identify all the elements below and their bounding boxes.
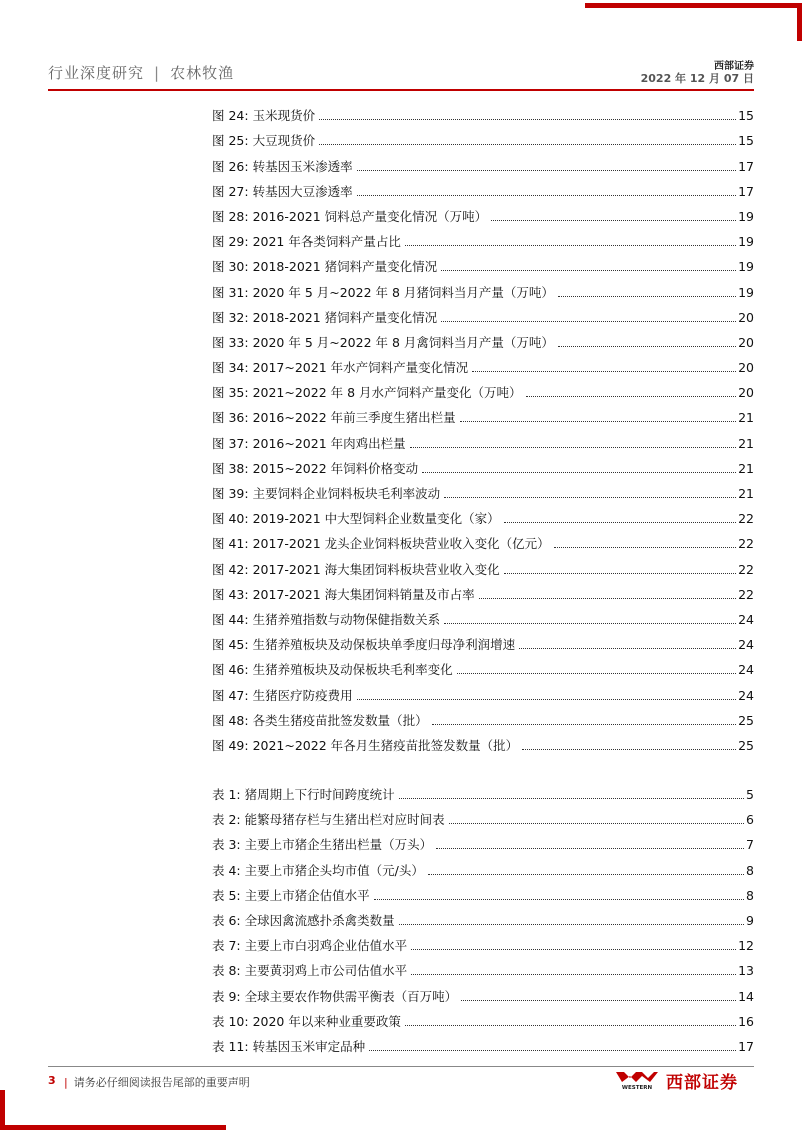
footer-disclaimer — [64, 1074, 250, 1090]
figure-entry[interactable] — [212, 653, 754, 678]
toc-entry-page: 22 — [738, 586, 754, 602]
toc-entry-page: 17 — [738, 158, 754, 174]
toc-entry-page: 19 — [738, 234, 754, 250]
figure-entry[interactable] — [212, 99, 754, 124]
dot-leader — [432, 724, 737, 725]
toc-entry-page: 21 — [738, 435, 754, 451]
dot-leader — [472, 371, 736, 372]
toc-entry-label: 表 4: 主要上市猪企头均市值（元/头） — [212, 862, 424, 878]
table-entry[interactable] — [212, 879, 754, 904]
dot-leader — [411, 974, 736, 975]
toc-entry-page: 12 — [738, 938, 754, 954]
table-entry[interactable] — [212, 828, 754, 853]
toc-entry-page: 19 — [738, 208, 754, 224]
dot-leader — [460, 421, 736, 422]
toc-entry-label: 图 33: 2020 年 5 月~2022 年 8 月禽饲料当月产量（万吨） — [212, 334, 554, 350]
dot-leader — [449, 823, 744, 824]
toc-entry-label: 表 7: 主要上市白羽鸡企业估值水平 — [212, 938, 408, 954]
toc-entry-label: 图 35: 2021~2022 年 8 月水产饲料产量变化（万吨） — [212, 385, 522, 401]
dot-leader — [369, 1050, 736, 1051]
table-entry[interactable] — [212, 929, 754, 954]
bottom-accent-corner — [0, 1090, 5, 1130]
toc-entry-label: 图 37: 2016~2021 年肉鸡出栏量 — [212, 435, 406, 451]
toc-entry-page: 25 — [738, 712, 754, 728]
dot-leader — [399, 798, 744, 799]
figure-entry[interactable] — [212, 200, 754, 225]
footer-divider — [48, 1066, 754, 1067]
figure-entry[interactable] — [212, 527, 754, 552]
toc-entry-page: 21 — [738, 460, 754, 476]
dot-leader — [504, 522, 736, 523]
toc-entry-label: 表 2: 能繁母猪存栏与生猪出栏对应时间表 — [212, 812, 445, 828]
toc-entry-label: 图 36: 2016~2022 年前三季度生猪出栏量 — [212, 410, 456, 426]
toc-entry-page: 20 — [738, 385, 754, 401]
dot-leader — [357, 195, 737, 196]
dot-leader — [519, 648, 736, 649]
toc-entry-page: 22 — [738, 561, 754, 577]
figure-entry[interactable] — [212, 301, 754, 326]
toc-entry-label: 图 26: 转基因玉米渗透率 — [212, 158, 353, 174]
header-brand: 西部证券 — [714, 61, 754, 72]
figure-entry[interactable] — [212, 275, 754, 300]
toc-entry-label: 图 39: 主要饲料企业饲料板块毛利率波动 — [212, 486, 441, 501]
dot-leader — [422, 472, 736, 473]
figure-entry[interactable] — [212, 452, 754, 477]
footer-separator: | — [64, 1076, 68, 1089]
dot-leader — [461, 1000, 736, 1001]
toc-entry-page: 24 — [738, 687, 754, 703]
dot-leader — [444, 497, 736, 498]
toc-entry-page: 14 — [738, 988, 754, 1004]
header-divider — [48, 89, 754, 91]
toc-entry-label: 表 1: 猪周期上下行时间跨度统计 — [212, 787, 395, 803]
figure-entry[interactable] — [212, 552, 754, 577]
toc-entry-page: 20 — [738, 360, 754, 376]
figure-entry[interactable] — [212, 578, 754, 603]
figure-entry[interactable] — [212, 704, 754, 729]
dot-leader — [319, 144, 736, 145]
top-accent-bar — [585, 3, 802, 8]
dot-leader — [374, 899, 744, 900]
toc-entry-page: 25 — [738, 737, 754, 753]
dot-leader — [479, 598, 736, 599]
toc-entry-label: 表 3: 主要上市猪企生猪出栏量（万头） — [212, 837, 433, 853]
figure-entry[interactable] — [212, 502, 754, 527]
logo-mark-text: WESTERN — [621, 1085, 653, 1091]
figure-entry[interactable] — [212, 175, 754, 200]
table-entry[interactable] — [212, 954, 754, 979]
toc-entry-page: 6 — [746, 812, 754, 828]
toc-entry-label: 图 44: 生猪养殖指数与动物保健指数关系 — [212, 611, 441, 627]
toc-entry-label: 图 29: 2021 年各类饲料产量占比 — [212, 234, 401, 250]
company-logo — [612, 1068, 754, 1092]
toc-entry-label: 表 11: 转基因玉米审定品种 — [212, 1038, 366, 1054]
dot-leader — [522, 749, 736, 750]
dot-leader — [444, 623, 736, 624]
toc-entry-label: 图 47: 生猪医疗防疫费用 — [212, 687, 353, 703]
toc-entry-label: 表 5: 主要上市猪企估值水平 — [212, 887, 370, 903]
table-of-contents — [212, 99, 754, 1055]
toc-entry-label: 图 30: 2018-2021 猪饲料产量变化情况 — [212, 259, 438, 275]
table-entry[interactable] — [212, 778, 754, 803]
toc-entry-label: 图 24: 玉米现货价 — [212, 108, 316, 124]
western-logo-icon — [612, 1068, 662, 1092]
toc-entry-label: 图 45: 生猪养殖板块及动保板块单季度归母净利润增速 — [212, 637, 516, 653]
dot-leader — [558, 346, 736, 347]
page-number: 3 — [48, 1074, 56, 1087]
figure-entry[interactable] — [212, 729, 754, 754]
table-list — [212, 778, 754, 1055]
figure-list — [212, 99, 754, 754]
toc-entry-label: 图 34: 2017~2021 年水产饲料产量变化情况 — [212, 360, 469, 376]
toc-entry-label: 图 25: 大豆现货价 — [212, 133, 316, 149]
toc-entry-page: 15 — [738, 108, 754, 124]
toc-entry-label: 表 10: 2020 年以来种业重要政策 — [212, 1013, 401, 1029]
toc-entry-page: 24 — [738, 662, 754, 678]
figure-entry[interactable] — [212, 678, 754, 703]
toc-entry-page: 19 — [738, 284, 754, 300]
toc-entry-label: 图 40: 2019-2021 中大型饲料企业数量变化（家） — [212, 511, 500, 527]
toc-entry-label: 图 28: 2016-2021 饲料总产量变化情况（万吨） — [212, 208, 488, 224]
toc-entry-label: 表 9: 全球主要农作物供需平衡表（百万吨） — [212, 988, 458, 1004]
dot-leader — [558, 296, 736, 297]
dot-leader — [357, 699, 737, 700]
dot-leader — [554, 547, 736, 548]
dot-leader — [428, 874, 744, 875]
figure-entry[interactable] — [212, 124, 754, 149]
toc-entry-label: 图 42: 2017-2021 海大集团饲料板块营业收入变化 — [212, 561, 500, 577]
toc-entry-label: 图 38: 2015~2022 年饲料价格变动 — [212, 460, 419, 476]
toc-entry-page: 19 — [738, 259, 754, 275]
figure-entry[interactable] — [212, 225, 754, 250]
dot-leader — [441, 270, 736, 271]
toc-entry-page: 5 — [746, 787, 754, 803]
dot-leader — [491, 220, 736, 221]
dot-leader — [399, 924, 744, 925]
top-accent-corner — [797, 3, 802, 41]
report-date: 2022 年 12 月 07 日 — [640, 72, 754, 85]
toc-entry-page: 24 — [738, 637, 754, 653]
toc-entry-label: 图 27: 转基因大豆渗透率 — [212, 183, 353, 199]
dot-leader — [410, 447, 736, 448]
report-category — [48, 62, 234, 83]
disclaimer-text: 请务必仔细阅读报告尾部的重要声明 — [73, 1076, 250, 1089]
figure-entry[interactable] — [212, 351, 754, 376]
toc-entry-label: 图 46: 生猪养殖板块及动保板块毛利率变化 — [212, 662, 453, 678]
dot-leader — [411, 949, 736, 950]
toc-entry-page: 15 — [738, 133, 754, 149]
toc-entry-label: 表 8: 主要黄羽鸡上市公司估值水平 — [212, 963, 408, 979]
toc-entry-page: 8 — [746, 887, 754, 903]
table-entry[interactable] — [212, 853, 754, 878]
toc-entry-label: 图 43: 2017-2021 海大集团饲料销量及市占率 — [212, 586, 475, 602]
toc-entry-page: 9 — [746, 913, 754, 928]
figure-entry[interactable] — [212, 326, 754, 351]
toc-entry-page: 22 — [738, 511, 754, 527]
toc-entry-label: 图 48: 各类生猪疫苗批签发数量（批） — [212, 712, 428, 728]
dot-leader — [457, 673, 737, 674]
toc-entry-page: 17 — [738, 1038, 754, 1054]
toc-entry-page: 20 — [738, 309, 754, 325]
category-label: 行业深度研究 — [48, 64, 145, 82]
dot-leader — [319, 119, 736, 120]
section-gap — [212, 754, 754, 778]
toc-entry-page: 21 — [738, 486, 754, 501]
table-entry[interactable] — [212, 904, 754, 929]
toc-entry-label: 图 32: 2018-2021 猪饲料产量变化情况 — [212, 309, 438, 325]
dot-leader — [405, 245, 736, 246]
toc-entry-page: 21 — [738, 410, 754, 426]
sector-label: 农林牧渔 — [170, 64, 235, 82]
toc-entry-page: 7 — [746, 837, 754, 853]
toc-entry-page: 24 — [738, 611, 754, 627]
toc-entry-page: 13 — [738, 963, 754, 979]
header-separator: | — [154, 64, 161, 82]
table-entry[interactable] — [212, 979, 754, 1004]
table-entry[interactable] — [212, 1030, 754, 1055]
table-entry[interactable] — [212, 803, 754, 828]
dot-leader — [504, 573, 736, 574]
table-entry[interactable] — [212, 1005, 754, 1030]
logo-text: 西部证券 — [666, 1072, 738, 1093]
dot-leader — [436, 848, 744, 849]
dot-leader — [405, 1025, 736, 1026]
toc-entry-label: 图 49: 2021~2022 年各月生猪疫苗批签发数量（批） — [212, 737, 519, 753]
figure-entry[interactable] — [212, 376, 754, 401]
toc-entry-page: 16 — [738, 1013, 754, 1029]
toc-entry-page: 17 — [738, 183, 754, 199]
dot-leader — [441, 321, 736, 322]
dot-leader — [526, 396, 737, 397]
bottom-accent-bar — [0, 1125, 226, 1130]
toc-entry-page: 20 — [738, 334, 754, 350]
figure-entry[interactable] — [212, 477, 754, 502]
toc-entry-label: 图 41: 2017-2021 龙头企业饲料板块营业收入变化（亿元） — [212, 536, 550, 552]
figure-entry[interactable] — [212, 603, 754, 628]
figure-entry[interactable] — [212, 426, 754, 451]
figure-entry[interactable] — [212, 250, 754, 275]
dot-leader — [357, 170, 737, 171]
toc-entry-page: 8 — [746, 862, 754, 878]
figure-entry[interactable] — [212, 401, 754, 426]
toc-entry-label: 图 31: 2020 年 5 月~2022 年 8 月猪饲料当月产量（万吨） — [212, 284, 554, 300]
toc-entry-page: 22 — [738, 536, 754, 552]
toc-entry-label: 表 6: 全球因禽流感扑杀禽类数量 — [212, 913, 395, 928]
figure-entry[interactable] — [212, 628, 754, 653]
figure-entry[interactable] — [212, 149, 754, 174]
